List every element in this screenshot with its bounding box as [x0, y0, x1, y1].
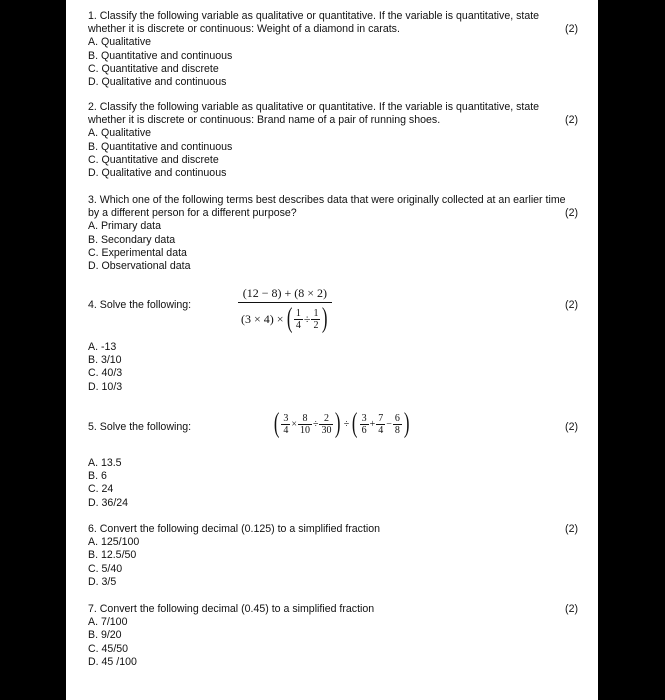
q5-expression [272, 410, 411, 438]
q5-frac-a [281, 413, 290, 436]
option-d[interactable]: D. 45 /100 [88, 655, 137, 668]
option-d[interactable]: D. Qualitative and continuous [88, 167, 227, 180]
q5-mid-div: ÷ [343, 418, 350, 430]
q4-f2-den: 2 [313, 319, 319, 331]
close-paren: ) [322, 303, 328, 334]
option-a[interactable]: A. Primary data [88, 220, 162, 233]
q5-minus: − [386, 418, 392, 430]
open-paren: ( [286, 303, 292, 334]
q5-c-den: 30 [321, 424, 332, 436]
option-c[interactable]: C. Quantitative and discrete [88, 62, 219, 75]
option-c[interactable]: C. Experimental data [88, 246, 187, 259]
question-text: 5. Solve the following: [88, 421, 192, 433]
question-marks: (2) [565, 114, 578, 126]
worksheet-page [66, 0, 598, 700]
question-marks: (2) [565, 421, 578, 433]
q5-frac-e [376, 413, 385, 436]
q4-frac-2 [311, 308, 320, 331]
question-text: 4. Solve the following: [88, 299, 192, 311]
question-marks: (2) [565, 23, 578, 35]
option-d[interactable]: D. Observational data [88, 260, 191, 273]
option-b[interactable]: B. Quantitative and continuous [88, 140, 233, 153]
q5-frac-d [360, 413, 369, 436]
q5-times: × [291, 418, 297, 430]
option-a[interactable]: A. 13.5 [88, 457, 122, 469]
q5-a-num: 3 [283, 412, 289, 424]
q5-d-den: 6 [361, 424, 367, 436]
option-c[interactable]: C. 45/50 [88, 642, 129, 655]
q4-div: ÷ [303, 311, 311, 326]
question-1 [88, 10, 578, 89]
option-c[interactable]: C. 40/3 [88, 367, 123, 380]
question-marks: (2) [565, 523, 578, 535]
option-b[interactable]: B. 9/20 [88, 629, 122, 642]
q5-b-den: 10 [299, 424, 310, 436]
question-text: 6. Convert the following decimal (0.125) to a simplified fraction [88, 523, 381, 535]
option-b[interactable]: B. 6 [88, 470, 107, 483]
q5-frac-c [319, 413, 333, 436]
q5-frac-b [298, 413, 312, 436]
option-a[interactable]: A. Qualitative [88, 36, 152, 49]
option-c[interactable]: C. 24 [88, 483, 114, 496]
option-d[interactable]: D. 3/5 [88, 575, 117, 588]
open-paren: ( [352, 408, 358, 439]
option-d[interactable]: D. Qualitative and continuous [88, 76, 227, 89]
option-d[interactable]: D. 10/3 [88, 380, 123, 393]
option-d[interactable]: D. 36/24 [88, 496, 129, 509]
question-2 [88, 101, 578, 180]
q5-f-den: 8 [394, 424, 400, 436]
q4-den-left: (3 × 4) × [241, 311, 284, 326]
q4-main-fraction [238, 287, 332, 333]
open-paren: ( [273, 408, 280, 439]
option-b[interactable]: B. 3/10 [88, 354, 122, 367]
question-3 [88, 194, 578, 273]
option-a[interactable]: A. 7/100 [88, 616, 128, 629]
question-text: 2. Classify the following variable as qualitative or quantitative. If the variable is quantitative, state whether it is discrete or continuous: Brand name of a pair of running shoes. [88, 101, 540, 127]
q5-f-num: 6 [394, 412, 400, 424]
q5-c-num: 2 [319, 413, 333, 425]
question-text: 3. Which one of the following terms best describes data that were originally collected at an earlier time by a different person for a different purpose? [88, 194, 566, 220]
option-c[interactable]: C. 5/40 [88, 562, 123, 575]
q4-f1-den: 4 [295, 319, 301, 331]
q5-div: ÷ [312, 418, 319, 430]
question-marks: (2) [565, 603, 578, 615]
q4-numerator: (12 − 8) + (8 × 2) [238, 287, 332, 303]
q5-e-den: 4 [378, 424, 384, 436]
close-paren: ) [403, 408, 410, 439]
option-a[interactable]: A. -13 [88, 341, 117, 353]
q5-a-den: 4 [283, 424, 289, 436]
question-4 [88, 299, 578, 312]
question-text: 7. Convert the following decimal (0.45) to a simplified fraction [88, 603, 375, 615]
option-a[interactable]: A. Qualitative [88, 127, 152, 140]
question-marks: (2) [565, 299, 578, 311]
q4-f1-num: 1 [295, 307, 301, 319]
q5-b-num: 8 [298, 413, 312, 425]
q5-plus: + [369, 418, 376, 430]
question-text: 1. Classify the following variable as qualitative or quantitative. If the variable is quantitative, state whether it is discrete or continuous: Weight of a diamond in carats. [88, 10, 540, 36]
q5-d-num: 3 [361, 412, 367, 424]
q5-e-num: 7 [378, 412, 384, 424]
q4-frac-1 [294, 308, 303, 331]
question-7 [88, 603, 578, 669]
q4-expression [238, 287, 332, 333]
q4-denominator [238, 303, 332, 333]
question-4-options [88, 341, 578, 394]
q4-f2-num: 1 [313, 307, 319, 319]
option-b[interactable]: B. Quantitative and continuous [88, 49, 233, 62]
question-marks: (2) [565, 207, 578, 219]
option-b[interactable]: B. Secondary data [88, 233, 176, 246]
question-6 [88, 523, 578, 589]
question-5-options [88, 457, 578, 510]
close-paren: ) [335, 408, 341, 439]
option-b[interactable]: B. 12.5/50 [88, 549, 137, 562]
option-c[interactable]: C. Quantitative and discrete [88, 153, 219, 166]
q5-frac-f [393, 413, 402, 436]
option-a[interactable]: A. 125/100 [88, 536, 140, 549]
